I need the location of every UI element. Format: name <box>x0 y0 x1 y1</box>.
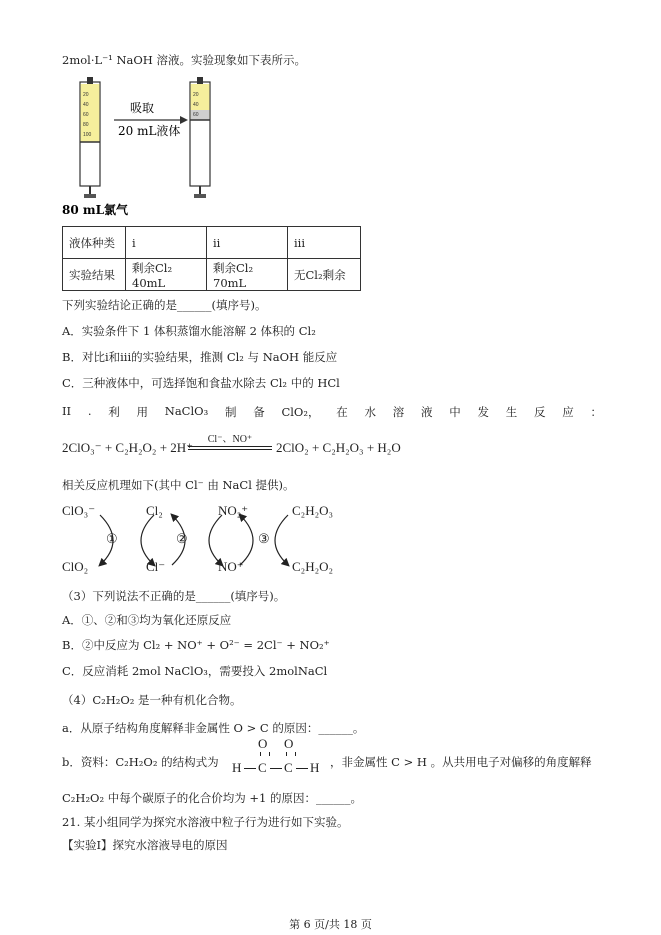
tick-label: 40 <box>83 102 89 108</box>
arrow-label-top: 吸取 <box>130 101 155 115</box>
tick-label: 60 <box>193 112 199 118</box>
species-cl-minus: Cl⁻ <box>146 559 166 574</box>
single-bond <box>244 768 256 769</box>
atom-c: C <box>258 760 267 775</box>
option-c: C．反应消耗 2mol NaClO₃，需要投入 2molNaCl <box>62 664 328 678</box>
equation-line <box>188 449 272 450</box>
double-bond <box>286 752 296 756</box>
table-cell: 无Cl₂剩余 <box>288 259 361 291</box>
table-cell: ii <box>207 227 288 259</box>
question-conclusion: 下列实验结论正确的是______(填序号)。 <box>62 298 267 312</box>
species-c2h2o2: C₂H₂O₂ <box>292 559 334 574</box>
question-21: 21. 某小组同学为探究水溶液中粒子行为进行如下实验。 <box>62 815 349 829</box>
equation-right: 2ClO₂ + C₂H₂O₃ + H₂O <box>276 440 401 455</box>
tick-label: 80 <box>83 122 89 128</box>
table-cell: 剩余Cl₂ 40mL <box>126 259 207 291</box>
species-no2-plus: NO₂⁺ <box>218 503 249 518</box>
single-bond <box>296 768 308 769</box>
option-b: B．对比i和iii的实验结果，推测 Cl₂ 与 NaOH 能反应 <box>62 350 338 364</box>
species-clo3: ClO₃⁻ <box>62 503 96 518</box>
step-number: ② <box>176 531 188 546</box>
word: 利 <box>108 405 120 419</box>
arrow-label-bottom: 20 mL液体 <box>118 124 181 138</box>
intro-line: 2mol·L⁻¹ NaOH 溶液。实验现象如下表所示。 <box>62 53 306 67</box>
atom-c: C <box>284 760 293 775</box>
word: 制 <box>224 405 237 419</box>
question-4: （4）C₂H₂O₂ 是一种有机化合物。 <box>62 693 242 707</box>
experiment-1-heading: 【实验Ⅰ】探究水溶液导电的原因 <box>62 838 228 852</box>
syringe-figure <box>62 74 302 224</box>
atom-h: H <box>310 760 320 775</box>
page-footer: 第 6 页/共 18 页 <box>289 918 372 931</box>
tick-label: 60 <box>83 112 89 118</box>
word: NaClO₃ <box>164 404 209 418</box>
word: 水 <box>364 405 376 419</box>
single-bond <box>270 768 282 769</box>
question-4b-line2: C₂H₂O₂ 中每个碳原子的化合价均为 +1 的原因：______。 <box>62 791 363 805</box>
species-no-plus: NO⁺ <box>218 559 244 574</box>
species-clo2: ClO₂ <box>62 559 89 574</box>
tick-label: 40 <box>193 102 199 108</box>
option-c: C．三种液体中，可选择饱和食盐水除去 Cl₂ 中的 HCl <box>62 376 340 390</box>
transfer-arrow <box>114 101 188 138</box>
word: ： <box>590 405 602 419</box>
question-4b-suffix: ，非金属性 C > H 。从共用电子对偏移的角度解释 <box>330 755 592 769</box>
step-number: ③ <box>258 531 270 546</box>
option-a: A．①、②和③均为氧化还原反应 <box>62 613 232 627</box>
word: 在 <box>336 405 348 419</box>
option-b: B．②中反应为 Cl₂ + NO⁺ + O²⁻ = 2Cl⁻ + NO₂⁺ <box>62 638 330 652</box>
syringe-right <box>190 77 210 198</box>
figure-caption: 80 mL氯气 <box>62 203 129 217</box>
reaction-condition: Cl⁻、NO⁺ <box>207 434 253 445</box>
structural-formula <box>228 738 324 776</box>
table-cell: i <box>126 227 207 259</box>
word: . <box>87 404 92 418</box>
species-c2h2o3: C₂H₂O₃ <box>292 503 334 518</box>
reaction-condition-block <box>188 430 272 450</box>
question-4a: a．从原子结构角度解释非金属性 O > C 的原因：______。 <box>62 721 365 735</box>
part-ii-heading <box>62 404 602 420</box>
question-3: （3）下列说法不正确的是______(填序号)。 <box>62 589 286 603</box>
atom-o: O <box>258 736 268 751</box>
word: ClO₂， <box>281 405 320 419</box>
table-cell: 剩余Cl₂ 70mL <box>207 259 288 291</box>
table-cell: 实验结果 <box>63 259 126 291</box>
tick-label: 20 <box>193 92 199 98</box>
word: 反 <box>533 405 546 419</box>
results-table <box>62 226 361 291</box>
word: 中 <box>449 405 461 419</box>
table-row <box>63 259 361 291</box>
double-bond <box>260 752 270 756</box>
word: 溶 <box>392 405 405 419</box>
tick-label: 20 <box>83 92 89 98</box>
mechanism-diagram <box>62 503 382 581</box>
equation-left: 2ClO₃⁻ + C₂H₂O₂ + 2H⁺ <box>62 440 194 455</box>
word: 备 <box>253 405 265 419</box>
word: 用 <box>136 405 148 419</box>
syringe-left <box>80 77 100 198</box>
equation-line <box>188 446 272 447</box>
word: 液 <box>420 405 433 419</box>
word: II <box>62 404 72 418</box>
question-4b-prefix: b．资料：C₂H₂O₂ 的结构式为 <box>62 755 219 769</box>
atom-h: H <box>232 760 242 775</box>
word: 发 <box>477 405 489 419</box>
word: 应 <box>562 405 574 419</box>
tick-label: 100 <box>83 132 92 138</box>
word: 生 <box>505 405 518 419</box>
species-cl2: Cl₂ <box>146 503 163 518</box>
table-row <box>63 227 361 259</box>
option-a: A．实验条件下 1 体积蒸馏水能溶解 2 体积的 Cl₂ <box>62 324 316 338</box>
mechanism-intro: 相关反应机理如下(其中 Cl⁻ 由 NaCl 提供)。 <box>62 478 295 492</box>
table-cell: 液体种类 <box>63 227 126 259</box>
atom-o: O <box>284 736 294 751</box>
step-number: ① <box>106 531 118 546</box>
table-cell: iii <box>288 227 361 259</box>
